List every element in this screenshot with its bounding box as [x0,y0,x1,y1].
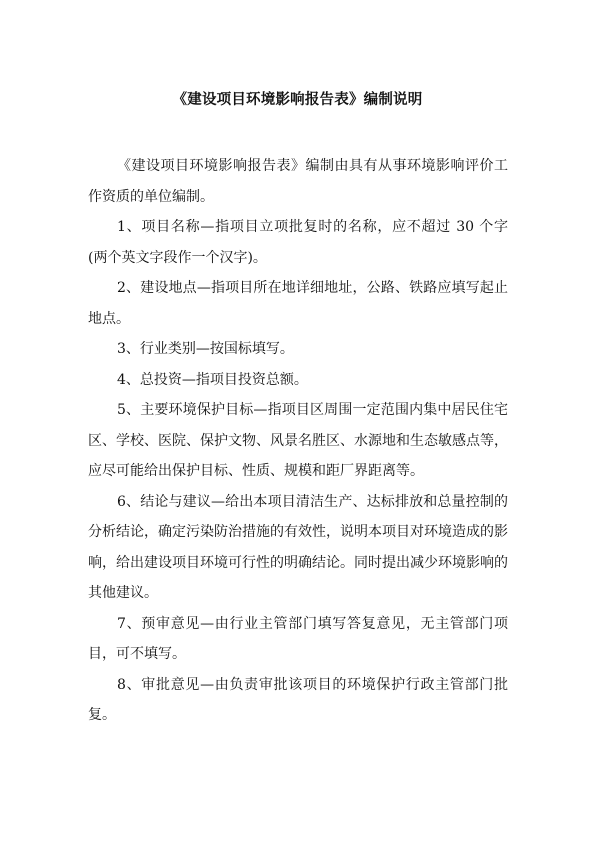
paragraph-item-5-protection-targets: 5、主要环境保护目标—指项目区周围一定范围内集中居民住宅区、学校、医院、保护文物、风景名胜区、水源地和生态敏感点等，应尽可能给出保护目标、性质、规模和距厂界距离等。 [88,402,508,479]
paragraph-item-1-project-name: 1、项目名称—指项目立项批复时的名称，应不超过 30 个字(两个英文字段作一个汉字)。 [88,219,508,266]
paragraph-item-3-industry: 3、行业类别—按国标填写。 [117,341,294,357]
paragraph-item-8-approval: 8、审批意见—由负责审批该项目的环境保护行政主管部门批复。 [88,676,508,723]
document-body [88,151,508,731]
paragraph-item-2-location: 2、建设地点—指项目所在地详细地址，公路、铁路应填写起止地点。 [88,280,508,327]
document-title: 《建设项目环境影响报告表》编制说明 [172,92,423,108]
paragraph-item-7-pre-review: 7、预审意见—由行业主管部门填写答复意见，无主管部门项目，可不填写。 [88,615,508,662]
paragraph-item-4-investment: 4、总投资—指项目投资总额。 [117,371,308,388]
paragraph-item-6-conclusions: 6、结论与建议—给出本项目清洁生产、达标排放和总量控制的分析结论，确定污染防治措施的有效性，说明本项目对环境造成的影响，给出建设项目环境可行性的明确结论。同时提出减少环境影响的其他建议。 [88,493,508,601]
paragraph-intro: 《建设项目环境影响报告表》编制由具有从事环境影响评价工作资质的单位编制。 [88,158,508,205]
